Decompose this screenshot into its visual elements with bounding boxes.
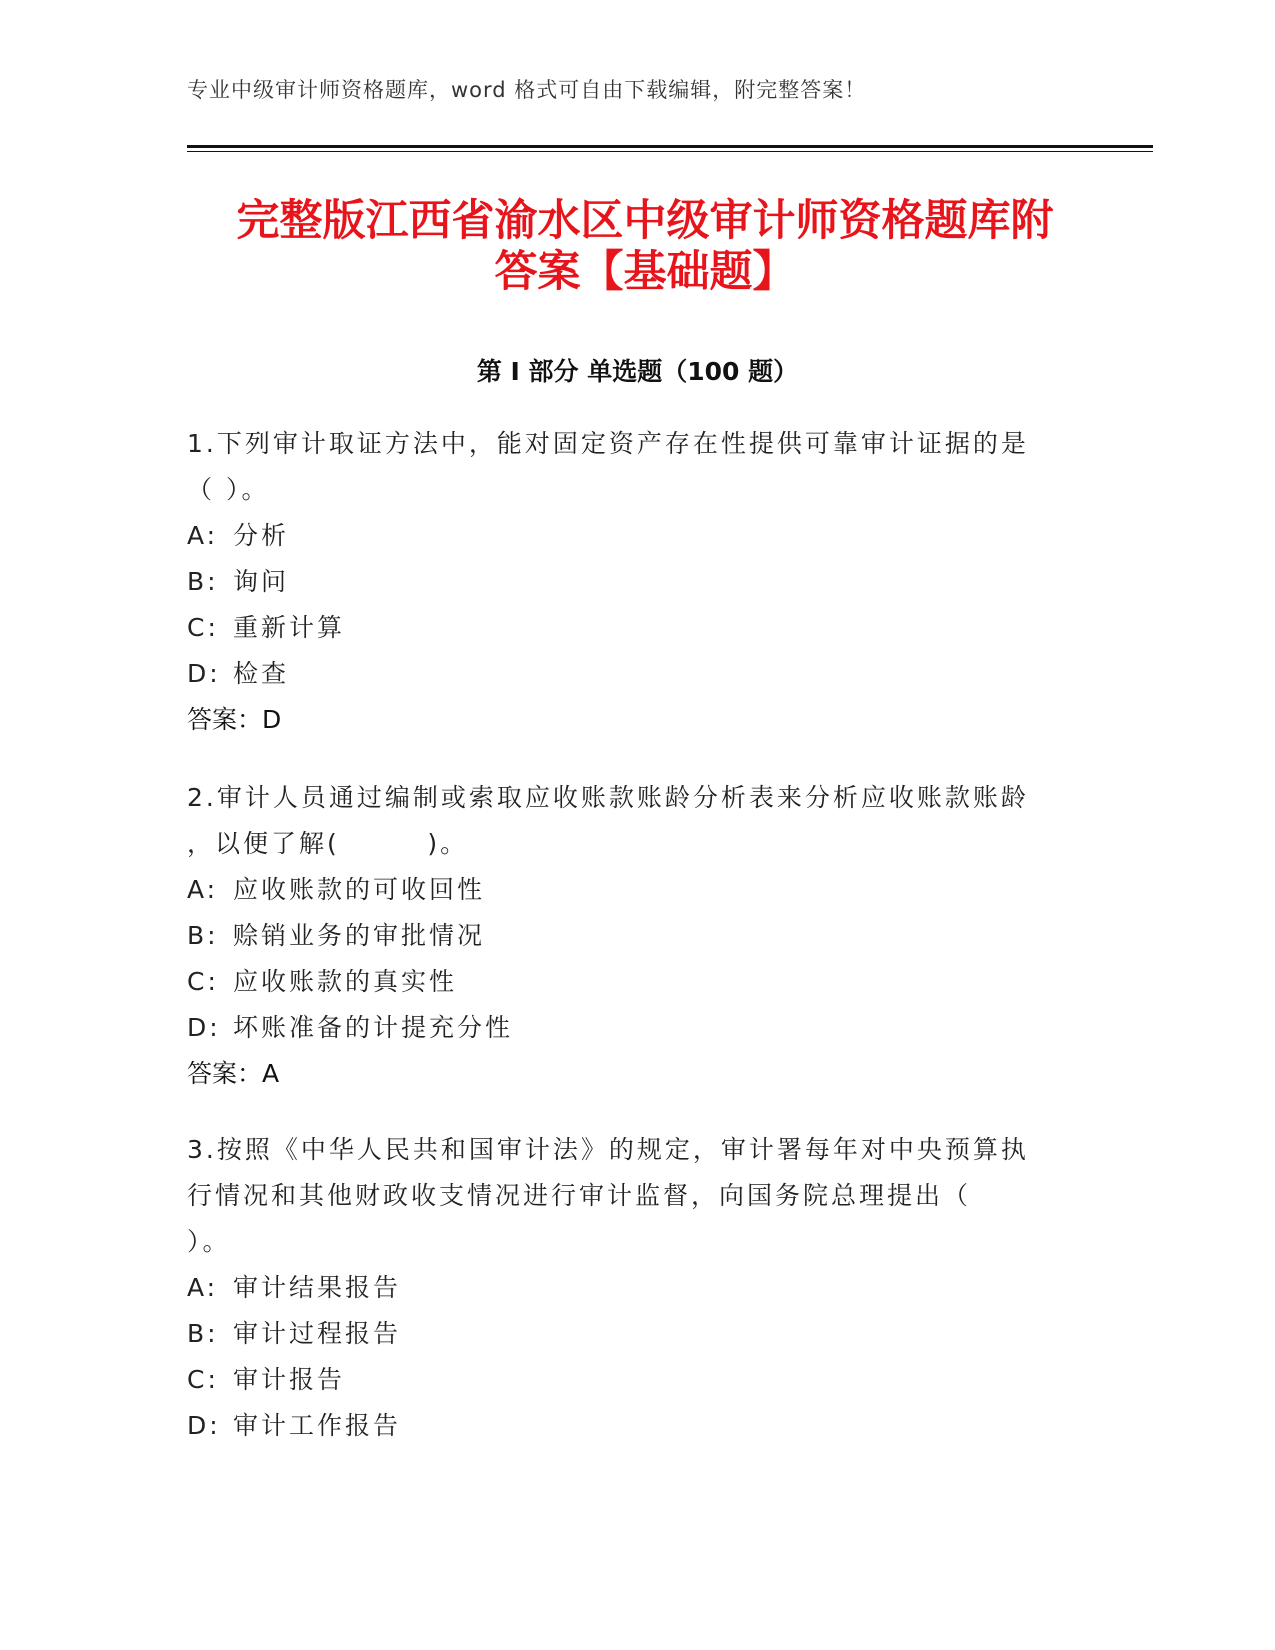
option-text: 审计过程报告 [233,1319,402,1348]
option-d [187,651,1067,697]
option-text: 审计工作报告 [233,1411,402,1440]
question-stem-line: 3.按照《中华人民共和国审计法》的规定，审计署每年对中央预算执 [187,1135,1029,1164]
question-stem [187,1127,1067,1265]
question-stem-line: 1.下列审计取证方法中，能对固定资产存在性提供可靠审计证据的是 [187,429,1029,458]
option-text: 应收账款的真实性 [233,967,458,996]
option-letter: B: [187,921,219,950]
option-c [187,1357,1067,1403]
option-text: 询问 [233,567,290,596]
option-a [187,1265,1067,1311]
option-b [187,1311,1067,1357]
option-b [187,559,1067,605]
question-3 [187,1127,1067,1449]
option-b [187,913,1067,959]
question-stem [187,775,1067,867]
question-stem [187,421,1067,513]
option-letter: A: [187,521,219,550]
option-letter: D: [187,1013,221,1042]
option-letter: B: [187,567,219,596]
option-d [187,1403,1067,1449]
option-c [187,959,1067,1005]
question-2 [187,775,1067,1097]
question-stem-line: ，以便了解( )。 [187,829,469,858]
option-text: 审计结果报告 [233,1273,402,1302]
option-a [187,867,1067,913]
document-title-line2: 答案【基础题】 [494,247,796,297]
page-header-text: 专业中级审计师资格题库，word 格式可自由下载编辑，附完整答案！ [187,78,867,102]
option-letter: A: [187,1273,219,1302]
option-text: 检查 [233,659,290,688]
option-d [187,1005,1067,1051]
option-letter: A: [187,875,219,904]
section-title: 第 I 部分 单选题（100 题） [476,357,799,386]
option-letter: D: [187,1411,221,1440]
question-1 [187,421,1067,743]
option-letter: C: [187,1365,219,1394]
document-title-line1: 完整版江西省渝水区中级审计师资格题库附 [236,196,1054,246]
option-letter: D: [187,659,221,688]
question-stem-line: （ ）。 [187,475,270,504]
option-text: 赊销业务的审批情况 [233,921,486,950]
option-text: 审计报告 [233,1365,346,1394]
document-title [180,196,1110,298]
question-stem-line: 行情况和其他财政收支情况进行审计监督，向国务院总理提出（ [187,1181,972,1210]
option-text: 重新计算 [233,613,346,642]
option-text: 分析 [233,521,290,550]
option-letter: C: [187,967,219,996]
question-stem-line: ）。 [187,1227,231,1256]
option-letter: B: [187,1319,219,1348]
option-text: 应收账款的可收回性 [233,875,486,904]
option-a [187,513,1067,559]
question-stem-line: 2.审计人员通过编制或索取应收账款账龄分析表来分析应收账款账龄 [187,783,1029,812]
option-letter: C: [187,613,219,642]
answer-line: 答案：D [187,705,282,734]
header-rule-thin [187,151,1153,152]
option-text: 坏账准备的计提充分性 [233,1013,514,1042]
header-rule-thick [187,145,1153,148]
answer-line: 答案：A [187,1059,280,1088]
option-c [187,605,1067,651]
